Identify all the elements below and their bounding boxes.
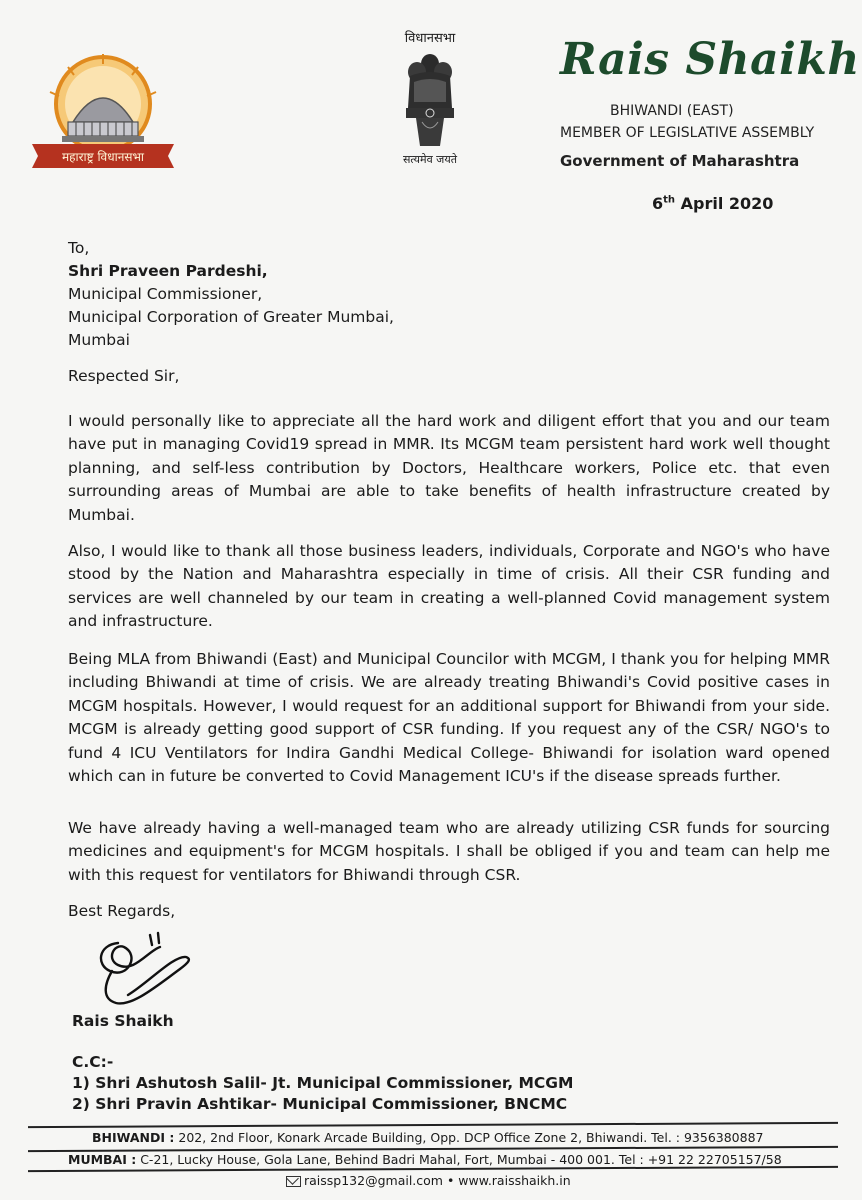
mumbai-address: MUMBAI : C-21, Lucky House, Gola Lane, Behind Badri Mahal, Fort, Mumbai - 400 001. Tel : +91 22 22705157/58 [68, 1152, 782, 1167]
cc-item: 2) Shri Pravin Ashtikar- Municipal Commissioner, BNCMC [72, 1095, 568, 1113]
mail-icon [286, 1176, 301, 1187]
closing: Best Regards, [68, 902, 176, 920]
salutation: Respected Sir, [68, 367, 180, 385]
emblem-motto: सत्यमेव जयते [402, 153, 457, 166]
recipient-name: Shri Praveen Pardeshi, [68, 262, 268, 280]
bhiwandi-address: BHIWANDI : 202, 2nd Floor, Konark Arcade Building, Opp. DCP Office Zone 2, Bhiwandi. Tel. : 9356380887 [92, 1130, 764, 1145]
carbon-copy-list [72, 1052, 573, 1115]
cc-label: C.C:- [72, 1053, 114, 1071]
handwritten-signature [88, 925, 198, 1010]
footer-divider [28, 1122, 838, 1128]
logo-label: महाराष्ट्र विधानसभा [61, 150, 145, 164]
body-paragraph: Being MLA from Bhiwandi (East) and Municipal Councilor with MCGM, I thank you for helping MMR including Bhiwandi at time of crisis. We are already treating Bhiwandi's Covid positive cases in MCGM hospitals. However, I would request for an additional support for Bhiwandi from your side. MCGM is already getting good support of CSR funding. If you request any of the CSR/ NGO's to fund 4 ICU Ventilators for Indira Gandhi Medical College- Bhiwandi for isolation ward opened which can in future be converted to Covid Management ICU's if the disease spreads further. [68, 650, 830, 786]
emblem-top-label: विधानसभा [404, 31, 456, 46]
body-paragraph: I would personally like to appreciate all the hard work and diligent effort that you and our team have put in managing Covid19 spread in MMR. Its MCGM team persistent hard work well thought planning, and self-less contribution by Doctors, Healthcare workers, Police etc. that even surrounding areas of Mumbai are able to take benefits of health infrastructure created by Mumbai. [68, 412, 830, 524]
signer-name: Rais Shaikh [72, 1012, 174, 1030]
designation: MEMBER OF LEGISLATIVE ASSEMBLY [560, 125, 815, 141]
government: Government of Maharashtra [560, 152, 800, 170]
state-emblem [375, 28, 485, 178]
letterhead-name: Rais Shaikh [560, 34, 860, 85]
recipient-address [68, 237, 394, 352]
vidhan-sabha-logo [28, 52, 178, 174]
to-label: To, [68, 239, 90, 257]
address-line: Municipal Commissioner, [68, 285, 263, 303]
contact-line: raissp132@gmail.com • www.raisshaikh.in [286, 1173, 571, 1188]
address-line: Mumbai [68, 331, 130, 349]
constituency: BHIWANDI (EAST) [610, 103, 734, 119]
body-paragraph: Also, I would like to thank all those business leaders, individuals, Corporate and NGO's who have stood by the Nation and Maharashtra especially in time of crisis. All their CSR funding and services are well channeled by our team in creating a well-planned Covid management system and infrastructure. [68, 542, 830, 631]
address-line: Municipal Corporation of Greater Mumbai, [68, 308, 394, 326]
body-paragraph: We have already having a well-managed team who are already utilizing CSR funds for sourcing medicines and equipment's for MCGM hospitals. I shall be obliged if you and team can help me with this request for ventilators for Bhiwandi through CSR. [68, 819, 830, 884]
letter-date: 6th April 2020 [652, 194, 774, 213]
cc-item: 1) Shri Ashutosh Salil- Jt. Municipal Commissioner, MCGM [72, 1074, 574, 1092]
lion-capital-icon [400, 50, 460, 150]
